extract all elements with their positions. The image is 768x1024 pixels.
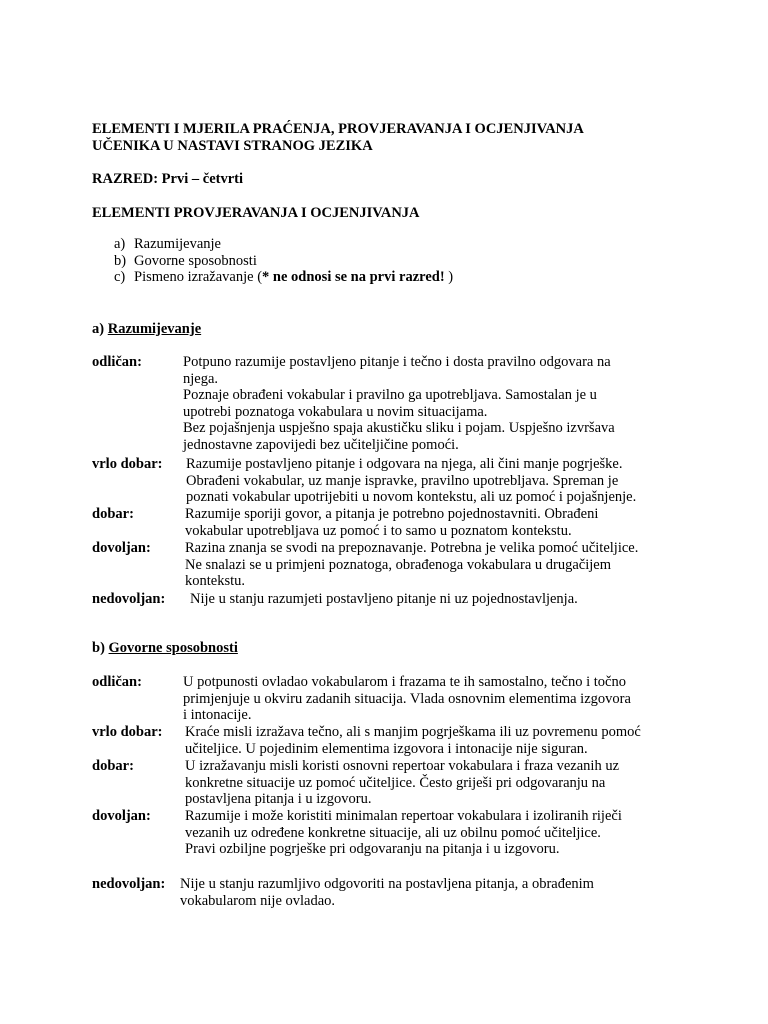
grade-description-line: i intonacije. [183, 707, 252, 724]
grade-description [180, 876, 700, 909]
grade-description-line: U potpunosti ovladao vokabularom i frazama te ih samostalno, tečno i točno [183, 674, 626, 690]
grade-description-line: poznati vokabular upotrijebiti u novom kontekstu, ali uz pomoć i pojašnjenje. [186, 489, 637, 506]
list-item [114, 236, 453, 253]
grade-label: dovoljan: [92, 540, 151, 556]
title-line-2: UČENIKA U NASTAVI STRANOG JEZIKA [92, 138, 373, 154]
section-b-prefix: b) [92, 640, 109, 656]
grade-description-line: vezanih uz određene konkretne situacije, ali uz obilnu pomoć učiteljice. [185, 824, 601, 841]
grade-description-line: upotrebi poznatoga vokabulara u novim situacijama. [183, 403, 488, 420]
elementi-heading: ELEMENTI PROVJERAVANJA I OCJENJIVANJA [92, 205, 420, 221]
grade-description [190, 591, 710, 608]
grade-description-line: Nije u stanju razumljivo odgovoriti na postavljena pitanja, a obrađenim [180, 876, 594, 892]
grade-description-line: Razina znanja se svodi na prepoznavanje. Potrebna je velika pomoć učiteljice. [185, 540, 639, 556]
list-item [114, 253, 453, 270]
list-marker: b) [114, 252, 127, 269]
list-item-text: Govorne sposobnosti [134, 252, 257, 269]
document-title [92, 121, 732, 155]
list-item-note-post: ) [444, 269, 454, 286]
grade-description [185, 540, 705, 590]
grade-description-line: Bez pojašnjenja uspješno spaja akustičku sliku i pojam. Uspješno izvršava [183, 420, 615, 437]
grade-description-line: Kraće misli izražava tečno, ali s manjim pogrješkama ili uz povremenu pomoć [185, 724, 641, 740]
grade-description-line: konkretne situacije uz pomoć učiteljice. Često griješi pri odgovaranju na [185, 774, 606, 791]
grade-description-line: vokabular upotrebljava uz pomoć i to samo u poznatom kontekstu. [185, 522, 572, 539]
grade-description [185, 808, 705, 858]
grade-description-line: njega. [183, 370, 219, 387]
grade-description-line: kontekstu. [185, 573, 246, 590]
grade-description-line: postavljena pitanja i u izgovoru. [185, 791, 372, 808]
grade-description-line: Ne snalazi se u primjeni poznatoga, obrađenoga vokabulara u drugačijem [185, 556, 611, 573]
grade-description-line: U izražavanju misli koristi osnovni repertoar vokabulara i fraza vezanih uz [185, 758, 620, 774]
grade-description-line: Potpuno razumije postavljeno pitanje i tečno i dosta pravilno odgovara na [183, 354, 611, 370]
section-b-heading [92, 640, 238, 657]
grade-label: dobar: [92, 506, 134, 522]
grade-label: nedovoljan: [92, 876, 166, 892]
list-marker: a) [114, 236, 126, 252]
grade-label: odličan: [92, 354, 142, 370]
grade-description-line: Obrađeni vokabular, uz manje ispravke, pravilno upotrebljava. Spreman je [186, 472, 619, 489]
section-a-prefix: a) [92, 321, 108, 337]
razred-line: RAZRED: Prvi – četvrti [92, 171, 243, 187]
grade-description-line: Pravi ozbiljne pogrješke pri odgovaranju na pitanja i u izgovoru. [185, 841, 560, 858]
grade-label: odličan: [92, 674, 142, 690]
section-a-heading [92, 321, 201, 338]
title-line-1: ELEMENTI I MJERILA PRAĆENJA, PROVJERAVANJA I OCJENJIVANJA [92, 121, 584, 137]
grade-description-line: Razumije postavljeno pitanje i odgovara na njega, ali čini manje pogrješke. [186, 456, 623, 472]
list-item [114, 269, 453, 286]
grade-description [186, 456, 706, 506]
grade-label: vrlo dobar: [92, 724, 163, 740]
grade-description [183, 674, 703, 724]
list-item-note-bold: * ne odnosi se na prvi razred! [262, 269, 445, 286]
grade-description-line: Razumije sporiji govor, a pitanja je potrebno pojednostavniti. Obrađeni [185, 506, 599, 522]
grade-description [185, 506, 705, 539]
grade-description-line: primjenjuje u okviru zadanih situacija. Vlada osnovnim elementima izgovora [183, 690, 631, 707]
grade-description-line: učiteljice. U pojedinim elementima izgovora i intonacije nije siguran. [185, 740, 588, 757]
list-item-text: Pismeno izražavanje [134, 269, 254, 286]
list-marker: c) [114, 269, 126, 286]
list-item-text: Razumijevanje [134, 236, 221, 252]
grade-description [183, 354, 703, 454]
section-b-title: Govorne sposobnosti [108, 640, 238, 656]
grade-label: dobar: [92, 758, 134, 774]
grade-description-line: jednostavne zapovijedi bez učiteljičine pomoći. [183, 436, 459, 453]
grade-label: vrlo dobar: [92, 456, 163, 472]
elements-list [114, 236, 453, 286]
grade-label: dovoljan: [92, 808, 151, 824]
grade-description [185, 724, 705, 757]
grade-description-line: Nije u stanju razumjeti postavljeno pitanje ni uz pojednostavljenja. [190, 591, 578, 607]
list-item-note-pre: ( [253, 269, 263, 286]
grade-description-line: vokabularom nije ovladao. [180, 892, 336, 909]
grade-description-line: Poznaje obrađeni vokabular i pravilno ga upotrebljava. Samostalan je u [183, 387, 597, 404]
grade-label: nedovoljan: [92, 591, 166, 607]
grade-description [185, 758, 705, 808]
grade-description-line: Razumije i može koristiti minimalan repertoar vokabulara i izoliranih riječi [185, 808, 622, 824]
section-a-title: Razumijevanje [107, 321, 202, 337]
